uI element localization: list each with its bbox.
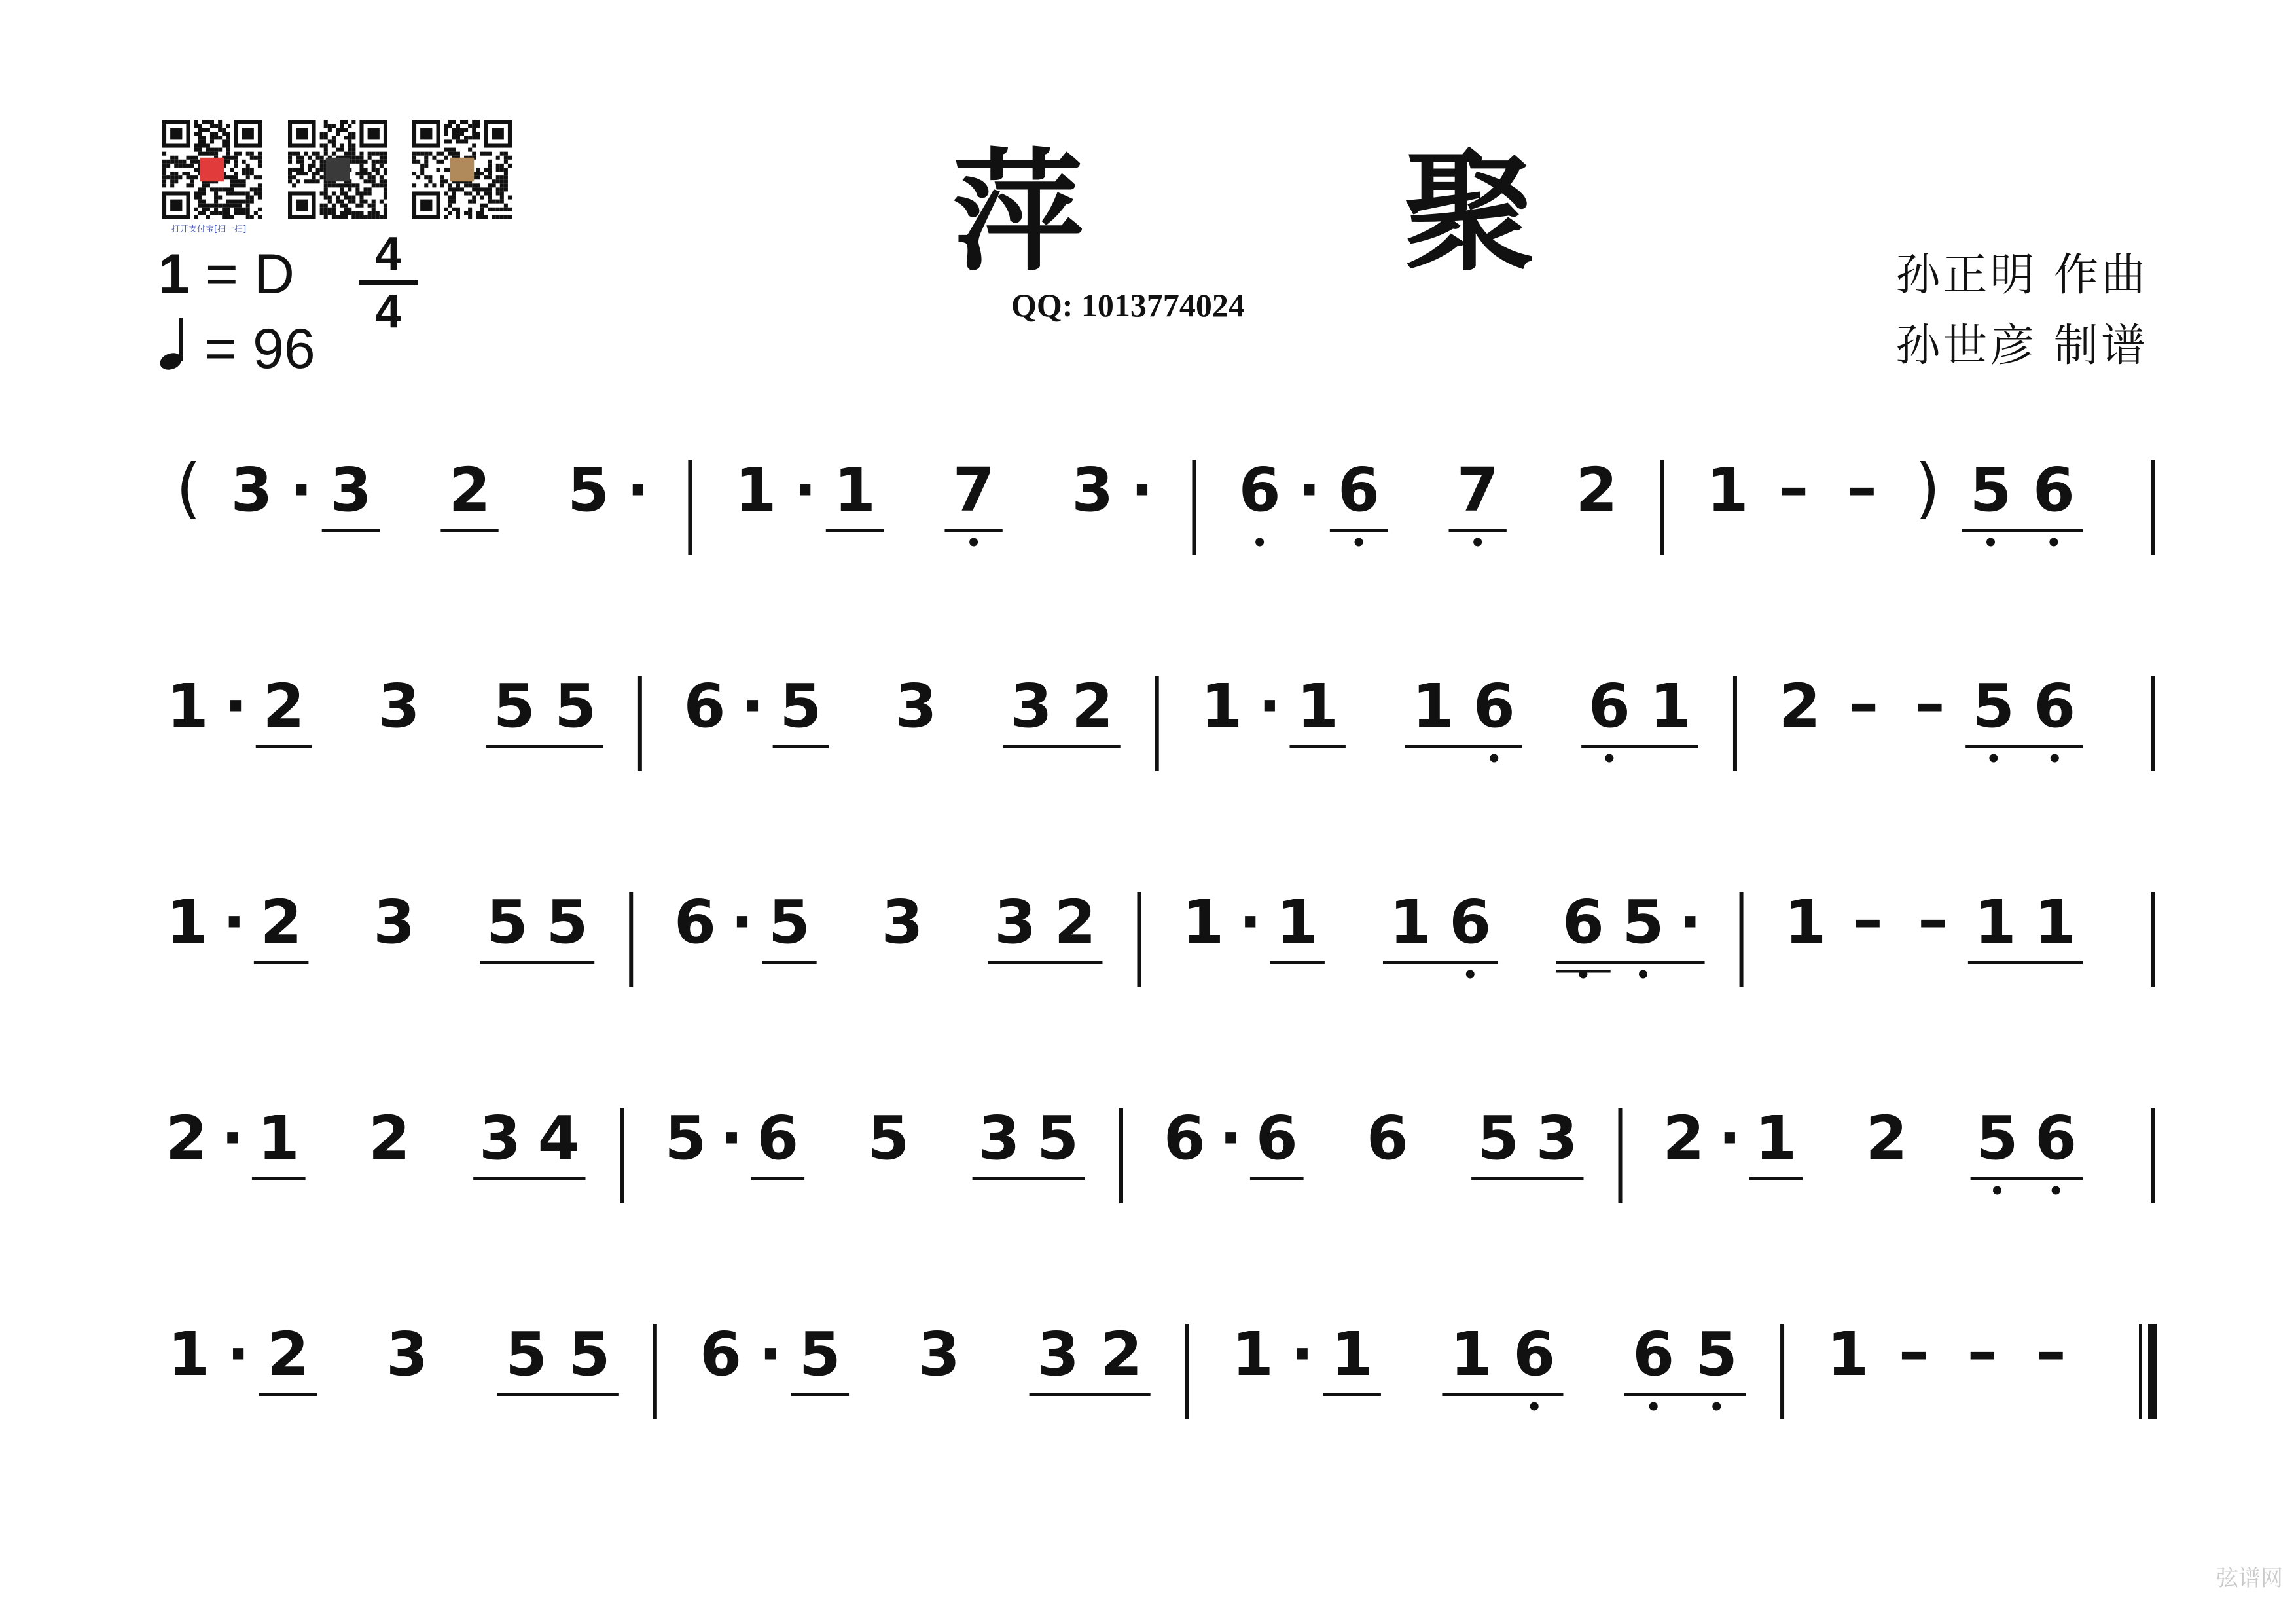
barline xyxy=(653,1324,657,1419)
note: 6 xyxy=(1163,1103,1206,1173)
note: 6 xyxy=(1632,1319,1675,1389)
low-octave-dot xyxy=(1712,1402,1721,1411)
note: 3 xyxy=(1071,455,1114,525)
augmentation-dot: · xyxy=(223,887,246,957)
low-octave-dot xyxy=(1639,970,1647,979)
note: 6 xyxy=(683,671,726,741)
note: 3 xyxy=(895,671,937,741)
note: 6 xyxy=(1513,1319,1556,1389)
augmentation-dot: · xyxy=(741,671,764,741)
note: 1 xyxy=(257,1103,300,1173)
barline xyxy=(1660,460,1664,555)
beam-underline xyxy=(1968,961,2083,964)
note: 1 xyxy=(833,455,876,525)
note: 2 xyxy=(266,1319,309,1389)
note: 1 xyxy=(2034,887,2077,957)
key-note: D xyxy=(253,243,295,306)
beam-underline xyxy=(486,745,603,748)
beam-underline xyxy=(1330,529,1388,532)
note: 5 xyxy=(1976,1103,2018,1173)
note: 6 xyxy=(2035,1103,2077,1173)
beam-underline xyxy=(1270,961,1325,964)
note: 3 xyxy=(881,887,924,957)
note: 2 xyxy=(1865,1103,1908,1173)
augmentation-dot: · xyxy=(1130,455,1154,525)
beam-underline xyxy=(259,1393,317,1396)
note: 6 xyxy=(1255,1103,1298,1173)
note: 5 xyxy=(546,887,588,957)
barline xyxy=(629,892,633,987)
note: 5 xyxy=(1969,455,2012,525)
note: 3 xyxy=(378,671,420,741)
barline xyxy=(1740,892,1744,987)
barline xyxy=(1137,892,1141,987)
barline xyxy=(1155,676,1159,771)
note: 5 xyxy=(567,455,610,525)
barline xyxy=(2151,1108,2155,1203)
note: 1 xyxy=(1412,671,1454,741)
duration-dash: – xyxy=(1778,452,1809,522)
note: 7 xyxy=(952,455,995,525)
note: 6 xyxy=(1449,887,1492,957)
note: 1 xyxy=(1231,1319,1274,1389)
note: 3 xyxy=(230,455,273,525)
note: 2 xyxy=(1778,671,1821,741)
augmentation-dot: · xyxy=(759,1319,782,1389)
note: 5 xyxy=(1695,1319,1738,1389)
low-octave-dot xyxy=(2052,1186,2060,1195)
note: 5 xyxy=(798,1319,841,1389)
beam-underline xyxy=(1003,745,1121,748)
low-octave-dot xyxy=(969,538,978,547)
beam-underline xyxy=(440,529,498,532)
close-paren: ) xyxy=(1914,450,1941,526)
beam-underline xyxy=(1323,1393,1381,1396)
note: 2 xyxy=(1054,887,1096,957)
note: 3 xyxy=(978,1103,1020,1173)
beam-underline xyxy=(497,1393,619,1396)
barline xyxy=(620,1108,624,1203)
duration-dash: – xyxy=(1918,884,1948,955)
duration-dash: – xyxy=(1967,1317,1998,1387)
note: 3 xyxy=(1535,1103,1578,1173)
note: 6 xyxy=(1366,1103,1408,1173)
low-octave-dot xyxy=(1490,754,1498,763)
note: 5 xyxy=(505,1319,548,1389)
augmentation-dot: · xyxy=(1219,1103,1242,1173)
barline xyxy=(2151,460,2155,555)
augmentation-dot: · xyxy=(1718,1103,1742,1173)
note: 2 xyxy=(1662,1103,1705,1173)
augmentation-dot: · xyxy=(221,1103,244,1173)
song-title: 萍 聚 xyxy=(952,136,1672,289)
note: 3 xyxy=(918,1319,960,1389)
note: 5 xyxy=(1972,671,2015,741)
note: 1 xyxy=(734,455,777,525)
note: 6 xyxy=(1238,455,1281,525)
note: 6 xyxy=(757,1103,799,1173)
beam-underline xyxy=(1383,961,1498,964)
low-octave-dot xyxy=(1993,1186,2001,1195)
beam-underline xyxy=(1962,529,2083,532)
barline xyxy=(638,676,642,771)
note: 3 xyxy=(1037,1319,1079,1389)
barline xyxy=(1780,1324,1784,1419)
low-octave-dot xyxy=(1986,538,1995,547)
barline xyxy=(2151,676,2155,771)
note: 1 xyxy=(1755,1103,1797,1173)
note: 5 xyxy=(768,887,810,957)
note: 6 xyxy=(1473,671,1515,741)
barline xyxy=(1185,1324,1189,1419)
beam-underline xyxy=(1965,745,2083,748)
beam-underline xyxy=(252,1177,306,1180)
note: 5 xyxy=(493,671,535,741)
note: 2 xyxy=(368,1103,410,1173)
low-octave-dot xyxy=(1255,538,1264,547)
beam-underline xyxy=(1449,529,1507,532)
note: 1 xyxy=(1706,455,1749,525)
note: 1 xyxy=(1331,1319,1373,1389)
beam-underline xyxy=(988,961,1102,964)
beam-underline xyxy=(751,1177,804,1180)
low-octave-dot xyxy=(1649,1402,1658,1411)
note: 5 xyxy=(568,1319,611,1389)
note: 6 xyxy=(700,1319,742,1389)
note: 1 xyxy=(1784,887,1827,957)
beam-underline xyxy=(791,1393,850,1396)
beam-underline xyxy=(762,961,817,964)
beam-underline xyxy=(1749,1177,1803,1180)
time-signature-top: 4 xyxy=(374,228,402,280)
note: 1 xyxy=(1974,887,2017,957)
barline xyxy=(1119,1108,1123,1203)
duration-dash: – xyxy=(1846,452,1877,522)
beam-underline xyxy=(1624,1393,1746,1396)
note: 2 xyxy=(260,887,302,957)
beam-underline xyxy=(973,1177,1085,1180)
beam-underline xyxy=(1581,745,1698,748)
barline xyxy=(2151,892,2155,987)
beam-underline xyxy=(322,529,380,532)
beam-underline xyxy=(1289,745,1345,748)
note: 3 xyxy=(329,455,372,525)
key-equals: = xyxy=(205,243,238,306)
note: 5 xyxy=(780,671,822,741)
note: 5 xyxy=(1622,887,1664,957)
note: 5 xyxy=(664,1103,707,1173)
note: 2 xyxy=(1071,671,1114,741)
low-octave-dot xyxy=(2049,538,2058,547)
beam-underline xyxy=(826,529,884,532)
low-octave-dot xyxy=(1466,970,1475,979)
note: 6 xyxy=(1562,887,1604,957)
note: 1 xyxy=(166,887,208,957)
low-octave-dot xyxy=(1355,538,1363,547)
barline xyxy=(1192,460,1196,555)
note: 2 xyxy=(1575,455,1618,525)
augmentation-dot: · xyxy=(626,455,650,525)
duration-dash: – xyxy=(1898,1317,1929,1387)
duration-dash: – xyxy=(2036,1317,2066,1387)
augmentation-dot: · xyxy=(793,455,817,525)
augmentation-dot: · xyxy=(224,671,247,741)
beam-underline xyxy=(944,529,1002,532)
augmentation-dot: · xyxy=(1258,671,1282,741)
tempo-equals: = xyxy=(204,318,238,380)
note: 6 xyxy=(1588,671,1630,741)
note: 6 xyxy=(2032,455,2075,525)
beam-underline xyxy=(254,961,309,964)
note: 6 xyxy=(1338,455,1380,525)
site-watermark: 弦谱网 xyxy=(2216,1565,2283,1592)
low-octave-dot xyxy=(1605,754,1613,763)
duration-dash: – xyxy=(1848,668,1879,738)
low-octave-dot xyxy=(1989,754,1998,763)
composer-credit: 孙正明 作曲 xyxy=(1895,249,2148,301)
beam-underline xyxy=(480,961,594,964)
barline xyxy=(688,460,692,555)
note: 4 xyxy=(537,1103,580,1173)
low-octave-dot xyxy=(1530,1402,1539,1411)
beam-underline xyxy=(1971,1177,2083,1180)
beam-underline xyxy=(1030,1393,1151,1396)
beam-underline xyxy=(773,745,829,748)
note: 2 xyxy=(448,455,491,525)
note: 3 xyxy=(478,1103,521,1173)
open-paren: ( xyxy=(175,450,202,526)
transcriber-credit: 孙世彦 制谱 xyxy=(1895,320,2148,372)
note: 3 xyxy=(386,1319,429,1389)
beam-underline xyxy=(1250,1177,1304,1180)
final-barline-thin xyxy=(2139,1324,2142,1419)
note: 2 xyxy=(1100,1319,1143,1389)
note: 7 xyxy=(1456,455,1499,525)
note: 5 xyxy=(867,1103,910,1173)
final-barline-thick xyxy=(2148,1324,2157,1419)
note: 6 xyxy=(2034,671,2076,741)
augmentation-dot: · xyxy=(1238,887,1262,957)
beam-underline xyxy=(473,1177,585,1180)
beam-underline xyxy=(1442,1393,1563,1396)
beam-underline-double xyxy=(1556,970,1611,973)
note: 5 xyxy=(486,887,528,957)
note: 1 xyxy=(1297,671,1339,741)
beam-underline xyxy=(1556,961,1704,964)
note: 1 xyxy=(166,671,209,741)
note: 3 xyxy=(994,887,1037,957)
note: 2 xyxy=(165,1103,207,1173)
duration-dash: – xyxy=(1852,884,1883,955)
note: 6 xyxy=(673,887,717,957)
note: 1 xyxy=(1182,887,1225,957)
beam-underline xyxy=(256,745,312,748)
barline xyxy=(1733,676,1737,771)
note: 1 xyxy=(1200,671,1243,741)
note: 3 xyxy=(373,887,416,957)
tempo-bpm: 96 xyxy=(253,318,315,380)
augmentation-dot: · xyxy=(1297,455,1321,525)
low-octave-dot xyxy=(2051,754,2059,763)
qq-number: QQ: 1013774024 xyxy=(1011,287,1245,323)
augmentation-dot: · xyxy=(730,887,754,957)
beam-underline xyxy=(1405,745,1522,748)
note: 1 xyxy=(1389,887,1431,957)
key-tonic: 1 xyxy=(158,243,190,306)
augmentation-dot: · xyxy=(226,1319,250,1389)
note: 5 xyxy=(1037,1103,1079,1173)
note: 5 xyxy=(1477,1103,1519,1173)
duration-dash: – xyxy=(1914,668,1945,738)
note: 5 xyxy=(554,671,597,741)
barline xyxy=(1619,1108,1623,1203)
augmentation-dot: · xyxy=(720,1103,744,1173)
note: 1 xyxy=(1649,671,1692,741)
beam-underline xyxy=(1471,1177,1583,1180)
note: 1 xyxy=(1276,887,1319,957)
low-octave-dot xyxy=(1473,538,1482,547)
augmentation-dot: · xyxy=(289,455,313,525)
augmentation-dot: · xyxy=(1678,887,1702,957)
augmentation-dot: · xyxy=(1291,1319,1314,1389)
note: 1 xyxy=(1827,1319,1869,1389)
note: 1 xyxy=(1450,1319,1492,1389)
qr-caption: 打开支付宝[扫一扫] xyxy=(171,225,247,234)
note: 1 xyxy=(168,1319,210,1389)
note: 2 xyxy=(262,671,305,741)
note: 3 xyxy=(1010,671,1052,741)
time-signature-bottom: 4 xyxy=(374,285,402,338)
